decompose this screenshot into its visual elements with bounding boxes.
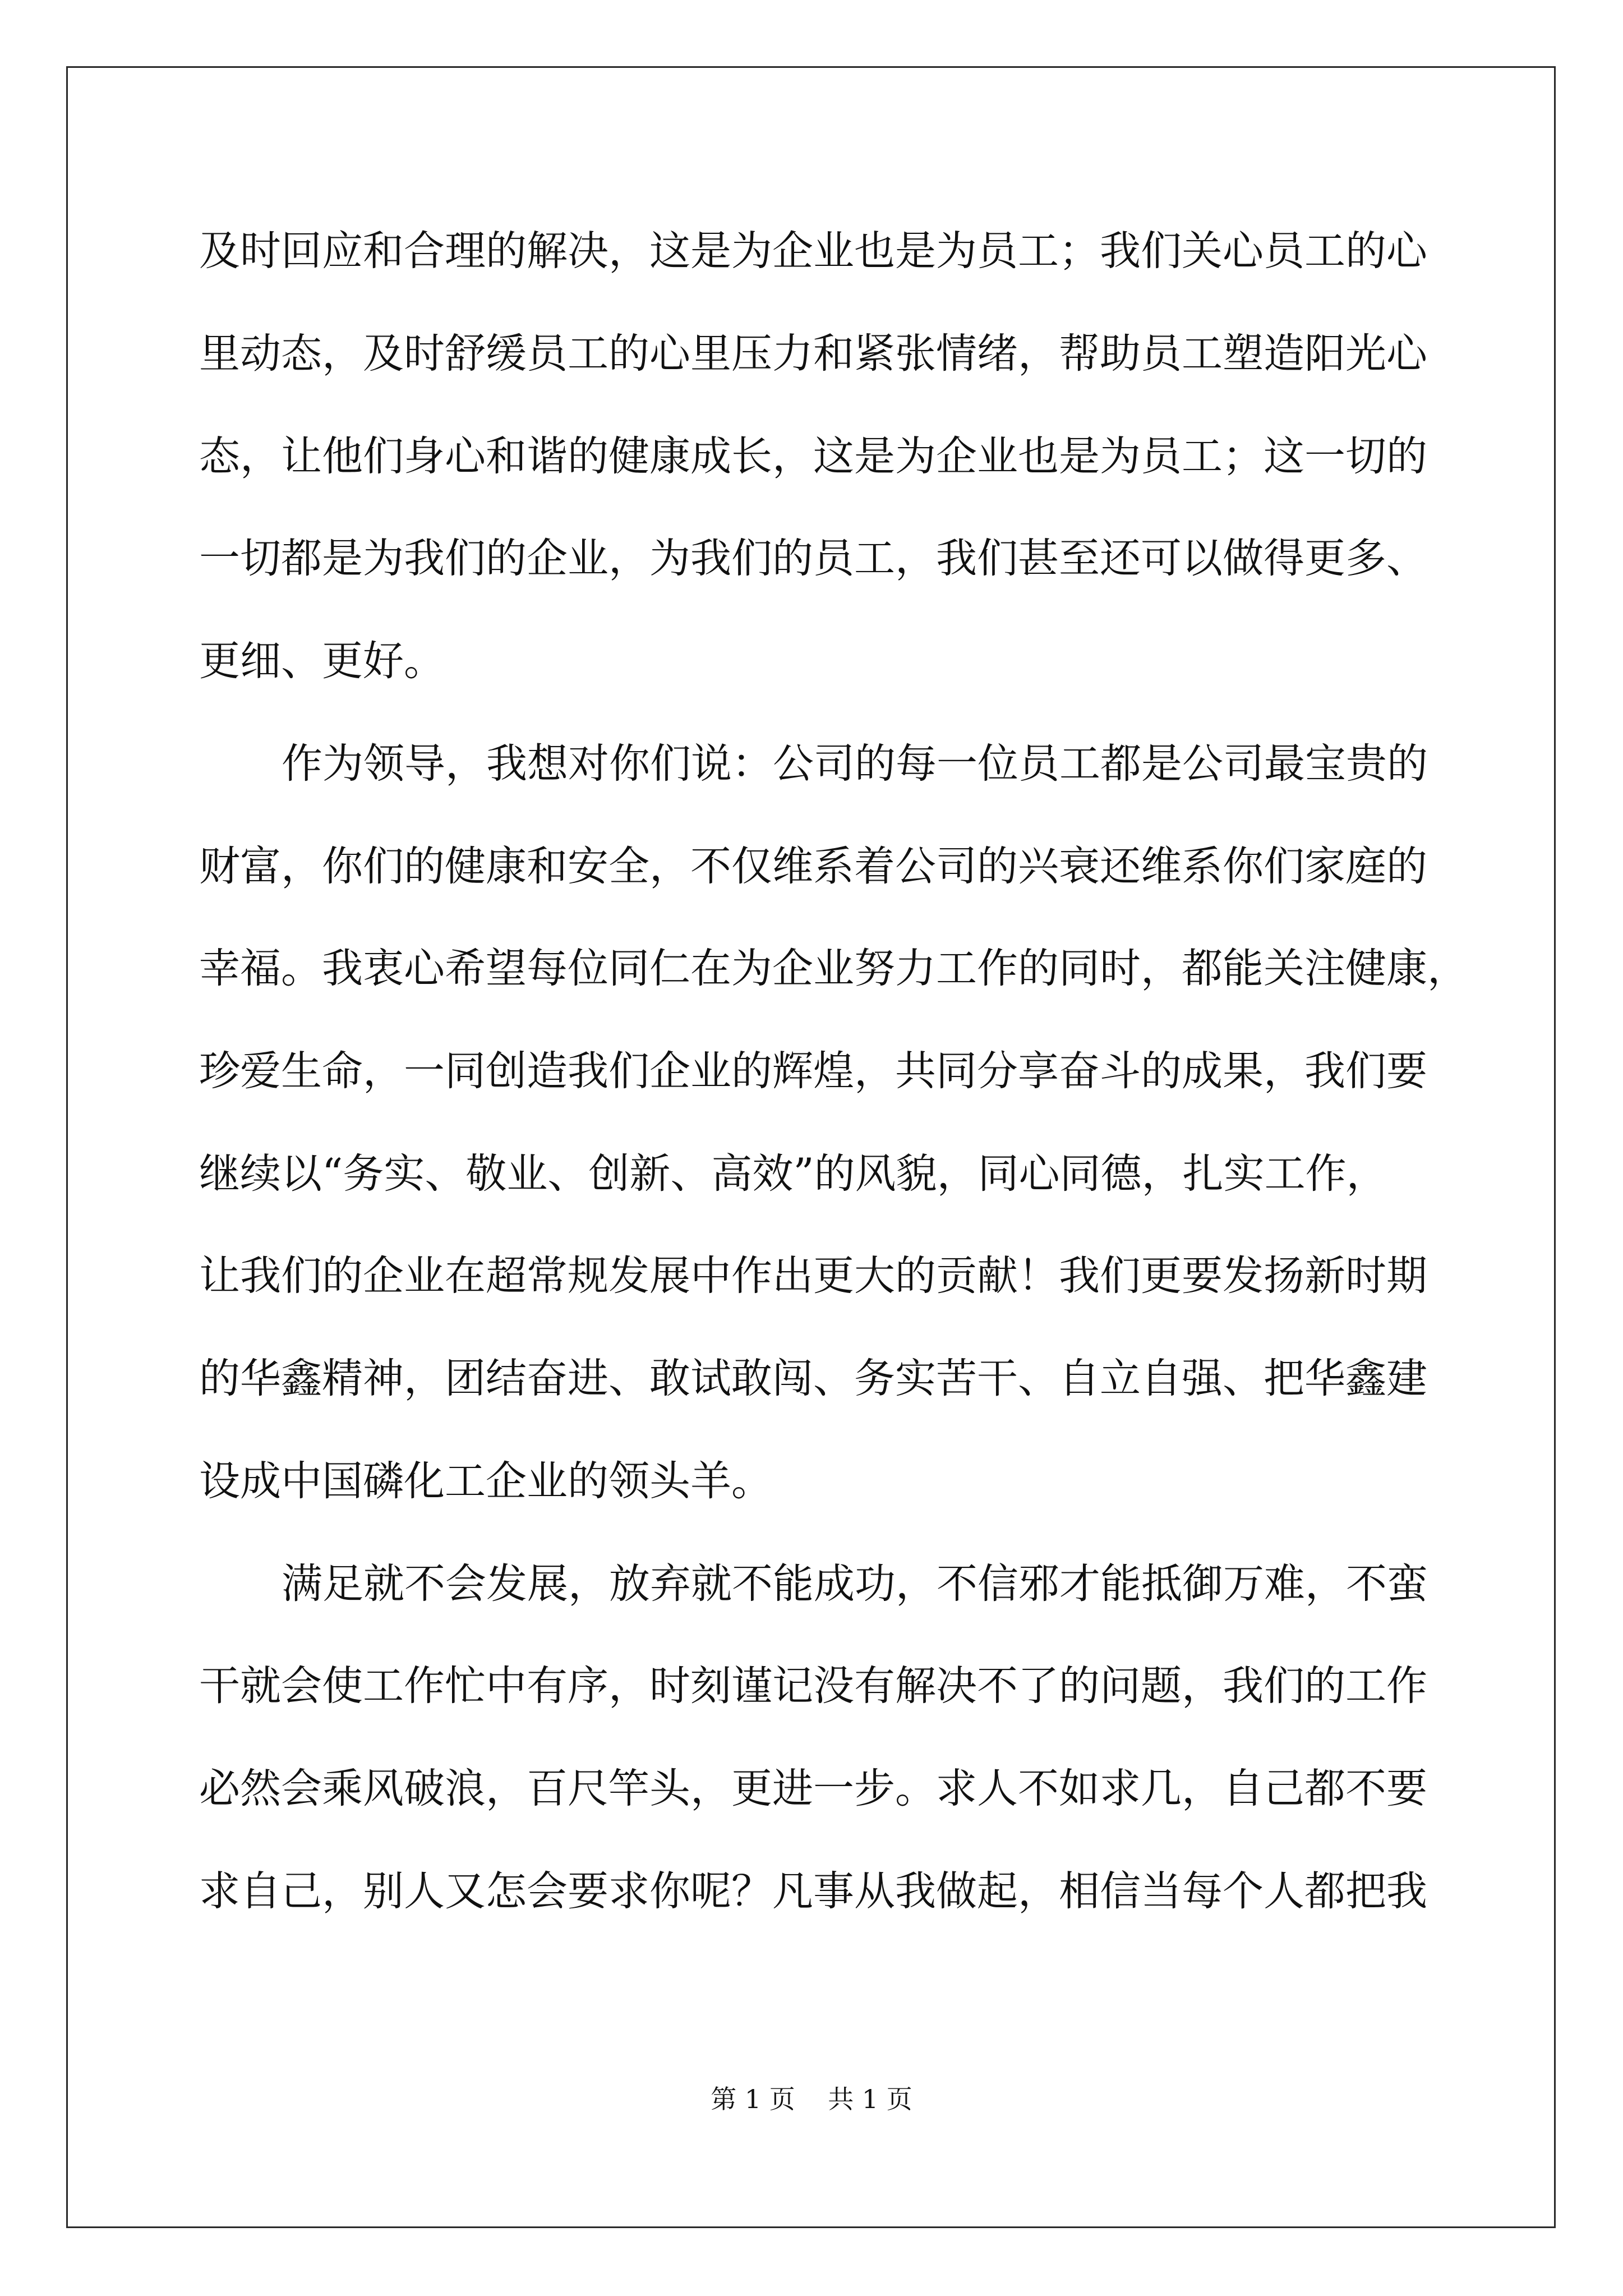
text-line: 财富，你们的健康和安全，不仅维系着公司的兴衰还维系你们家庭的 xyxy=(199,843,1427,890)
paragraph-start-line: 作为领导，我想对你们说：公司的每一位员工都是公司最宝贵的 xyxy=(282,740,1428,788)
text-line: 更细、更好。 xyxy=(199,637,445,685)
text-line: 及时回应和合理的解决，这是为企业也是为员工；我们关心员工的心 xyxy=(199,227,1427,275)
text-line: 幸福。我衷心希望每位同仁在为企业努力工作的同时，都能关注健康， xyxy=(199,945,1468,992)
text-line: 干就会使工作忙中有序，时刻谨记没有解决不了的问题，我们的工作 xyxy=(199,1662,1427,1710)
text-line: 珍爱生命，一同创造我们企业的辉煌，共同分享奋斗的成果，我们要 xyxy=(199,1047,1427,1095)
text-line: 必然会乘风破浪，百尺竿头，更进一步。求人不如求几，自己都不要 xyxy=(199,1765,1427,1812)
page-number-footer: 第 1 页 共 1 页 xyxy=(711,2084,912,2114)
text-line: 态，让他们身心和谐的健康成长，这是为企业也是为员工；这一切的 xyxy=(199,432,1427,480)
paragraph-start-line: 满足就不会发展，放弃就不能成功，不信邪才能抵御万难，不蛮 xyxy=(282,1560,1428,1608)
text-line: 的华鑫精神，团结奋进、敢试敢闯、务实苦干、自立自强、把华鑫建 xyxy=(199,1355,1427,1402)
text-line: 一切都是为我们的企业，为我们的员工，我们甚至还可以做得更多、 xyxy=(199,535,1427,582)
text-line: 设成中国磷化工企业的领头羊。 xyxy=(199,1457,772,1505)
text-line: 继续以“务实、敬业、创新、高效”的风貌，同心同德，扎实工作， xyxy=(199,1150,1387,1198)
text-line: 让我们的企业在超常规发展中作出更大的贡献！我们更要发扬新时期 xyxy=(199,1252,1427,1300)
text-line: 求自己，别人又怎会要求你呢？凡事从我做起，相信当每个人都把我 xyxy=(199,1867,1427,1915)
text-line: 里动态，及时舒缓员工的心里压力和紧张情绪，帮助员工塑造阳光心 xyxy=(199,330,1427,378)
